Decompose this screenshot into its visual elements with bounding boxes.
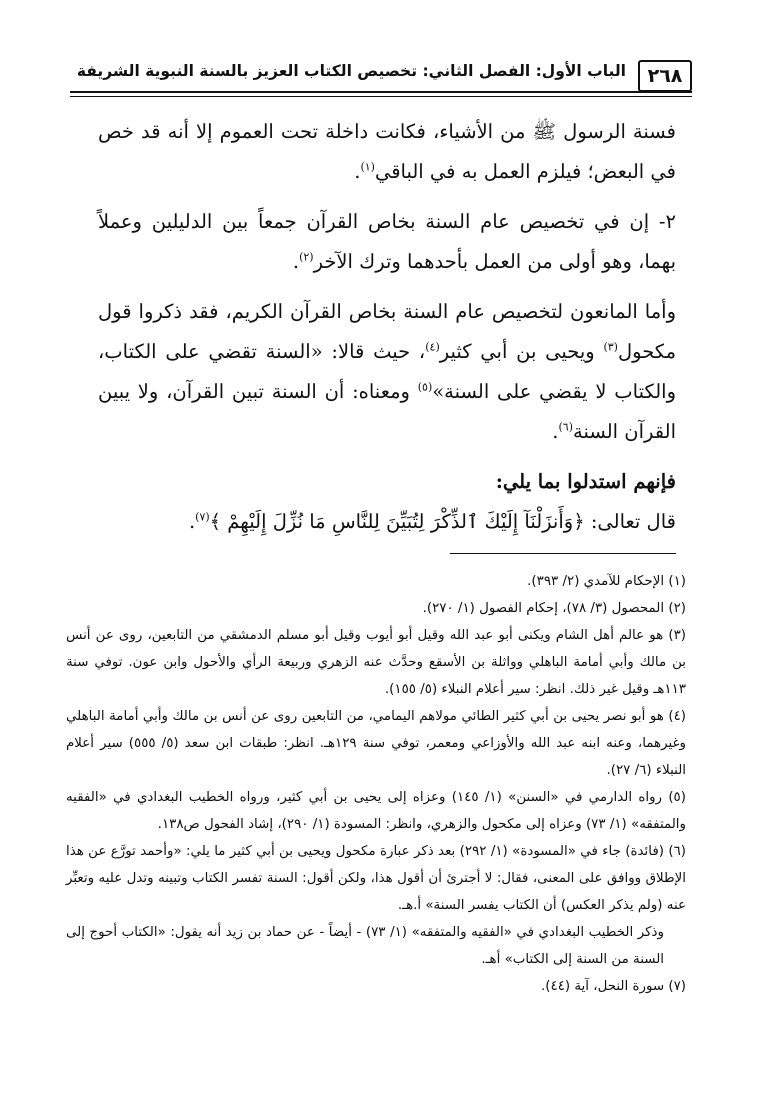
quran-verse-paragraph xyxy=(98,502,676,542)
footnote-3: (٣) هو عالم أهل الشام ويكنى أبو عبد الله وقيل أبو أيوب وقيل أبو مسلم الدمشقي من التابعين، روى عن أنس بن مالك وأبي أمامة الباهلي وواثلة بن الأسقع وحدَّث عنه الزهري وربيعة الرأي والأحول وابن عون. توفي سنة ١١٣هـ وقيل غير ذلك. انظر: سير أعلام النبلاء (٥/ ١٥٥). xyxy=(66,628,686,697)
footnote-ref-2: (٢) xyxy=(299,250,314,264)
paragraph-3 xyxy=(98,292,676,452)
footnote-1: (١) الإحكام للآمدي (٢/ ٣٩٣). xyxy=(527,574,686,589)
footnote-6: (٦) (فائدة) جاء في «المسودة» (١/ ٢٩٢) بعد ذكر عبارة مكحول ويحيى بن أبي كثير ما يلي: «وأحمد تورَّع عن هذا الإطلاق ووافق على المعنى، فقال: لا أجترئ أن أقول هذا، ولكن أقول: السنة تفسر الكتاب وتبينه وتدل عليه وتعبِّر عنه (ولم يذكر العكس) أن الكتاب يفسر السنة» أ.هـ. xyxy=(66,844,686,913)
footnote-ref-3: (٣) xyxy=(603,340,618,354)
paragraph-2-text: ٢- إن في تخصيص عام السنة بخاص القرآن جمعاً بين الدليلين وعملاً بهما، وهو أولى من العمل بأحدهما وترك الآخر xyxy=(98,210,676,273)
footnote-ref-7: (٧) xyxy=(195,510,210,524)
paragraph-1-end: . xyxy=(354,160,361,183)
footnote-separator xyxy=(450,553,676,554)
footnote-6-continuation: وذكر الخطيب البغدادي في «الفقيه والمتفقه» (١/ ٧٣) - أيضاً - عن حماد بن زيد أنه يقول: «الكتاب أحوج إلى السنة من السنة إلى الكتاب» أهـ. xyxy=(66,925,664,967)
running-header xyxy=(70,58,692,98)
paragraph-3-text-d: ومعناه: أن السنة تبين القرآن، ولا يبين القرآن السنة xyxy=(98,380,676,443)
footnote-ref-5: (٥) xyxy=(417,380,433,394)
main-text xyxy=(98,112,676,542)
paragraph-3-text-c: ، حيث قالا: «السنة تقضي على الكتاب، والكتاب لا يقضي على السنة» xyxy=(98,340,676,403)
paragraph-1 xyxy=(98,112,676,192)
paragraph-1-text: فسنة الرسول ﷺ من الأشياء، فكانت داخلة تحت العموم إلا أنه قد خص في البعض؛ فيلزم العمل به في الباقي xyxy=(98,120,676,183)
paragraph-3-text-b: ويحيى بن أبي كثير xyxy=(439,340,604,363)
header-rule-thin xyxy=(70,96,692,97)
footnote-ref-1: (١) xyxy=(360,160,375,174)
paragraph-3-end: . xyxy=(552,420,559,443)
footnote-4: (٤) هو أبو نصر يحيى بن أبي كثير الطائي مولاهم اليمامي، من التابعين روى عن أنس بن مالك وأبي أمامة الباهلي وغيرهما، وعنه ابنه عبد الله والأوزاعي ومعمر، توفي سنة ١٢٩هـ. انظر: طبقات ابن سعد (٥/ ٥٥٥) سير أعلام النبلاء (٦/ ٢٧). xyxy=(66,709,686,778)
chapter-title: الباب الأول: الفصل الثاني: تخصيص الكتاب العزيز بالسنة النبوية الشريفة xyxy=(76,62,626,80)
page-number: ٢٦٨ xyxy=(638,60,692,92)
quran-verse: قال تعالى: ﴿وَأَنزَلْنَآ إِلَيْكَ ٱلذِّكْرَ لِتُبَيِّنَ لِلنَّاسِ مَا نُزِّلَ إِلَيْهِمْ ﴾ xyxy=(209,510,676,533)
paragraph-2-end: . xyxy=(292,250,300,273)
footnotes xyxy=(66,568,686,1000)
paragraph-2 xyxy=(98,202,676,282)
footnote-ref-4: (٤) xyxy=(425,340,440,354)
section-heading: فإنهم استدلوا بما يلي: xyxy=(495,470,676,493)
footnote-5: (٥) رواه الدارمي في «السنن» (١/ ١٤٥) وعزاه إلى يحيى بن أبي كثير، ورواه الخطيب البغدادي في «الفقيه والمتفقه» (١/ ٧٣) وعزاه إلى مكحول والزهري، وانظر: المسودة (١/ ٢٩٠)، إشاد الفحول ص١٣٨. xyxy=(66,790,686,832)
footnote-7: (٧) سورة النحل، آية (٤٤). xyxy=(541,979,686,994)
quran-verse-end: . xyxy=(188,510,196,533)
footnote-2: (٢) المحصول (٣/ ٧٨)، إحكام الفصول (١/ ٢٧٠). xyxy=(422,601,686,616)
paragraph-3-text-a: وأما المانعون لتخصيص عام السنة بخاص القرآن الكريم، فقد ذكروا قول مكحول xyxy=(98,300,677,363)
header-rule xyxy=(70,91,692,93)
footnote-ref-6: (٦) xyxy=(558,420,573,434)
